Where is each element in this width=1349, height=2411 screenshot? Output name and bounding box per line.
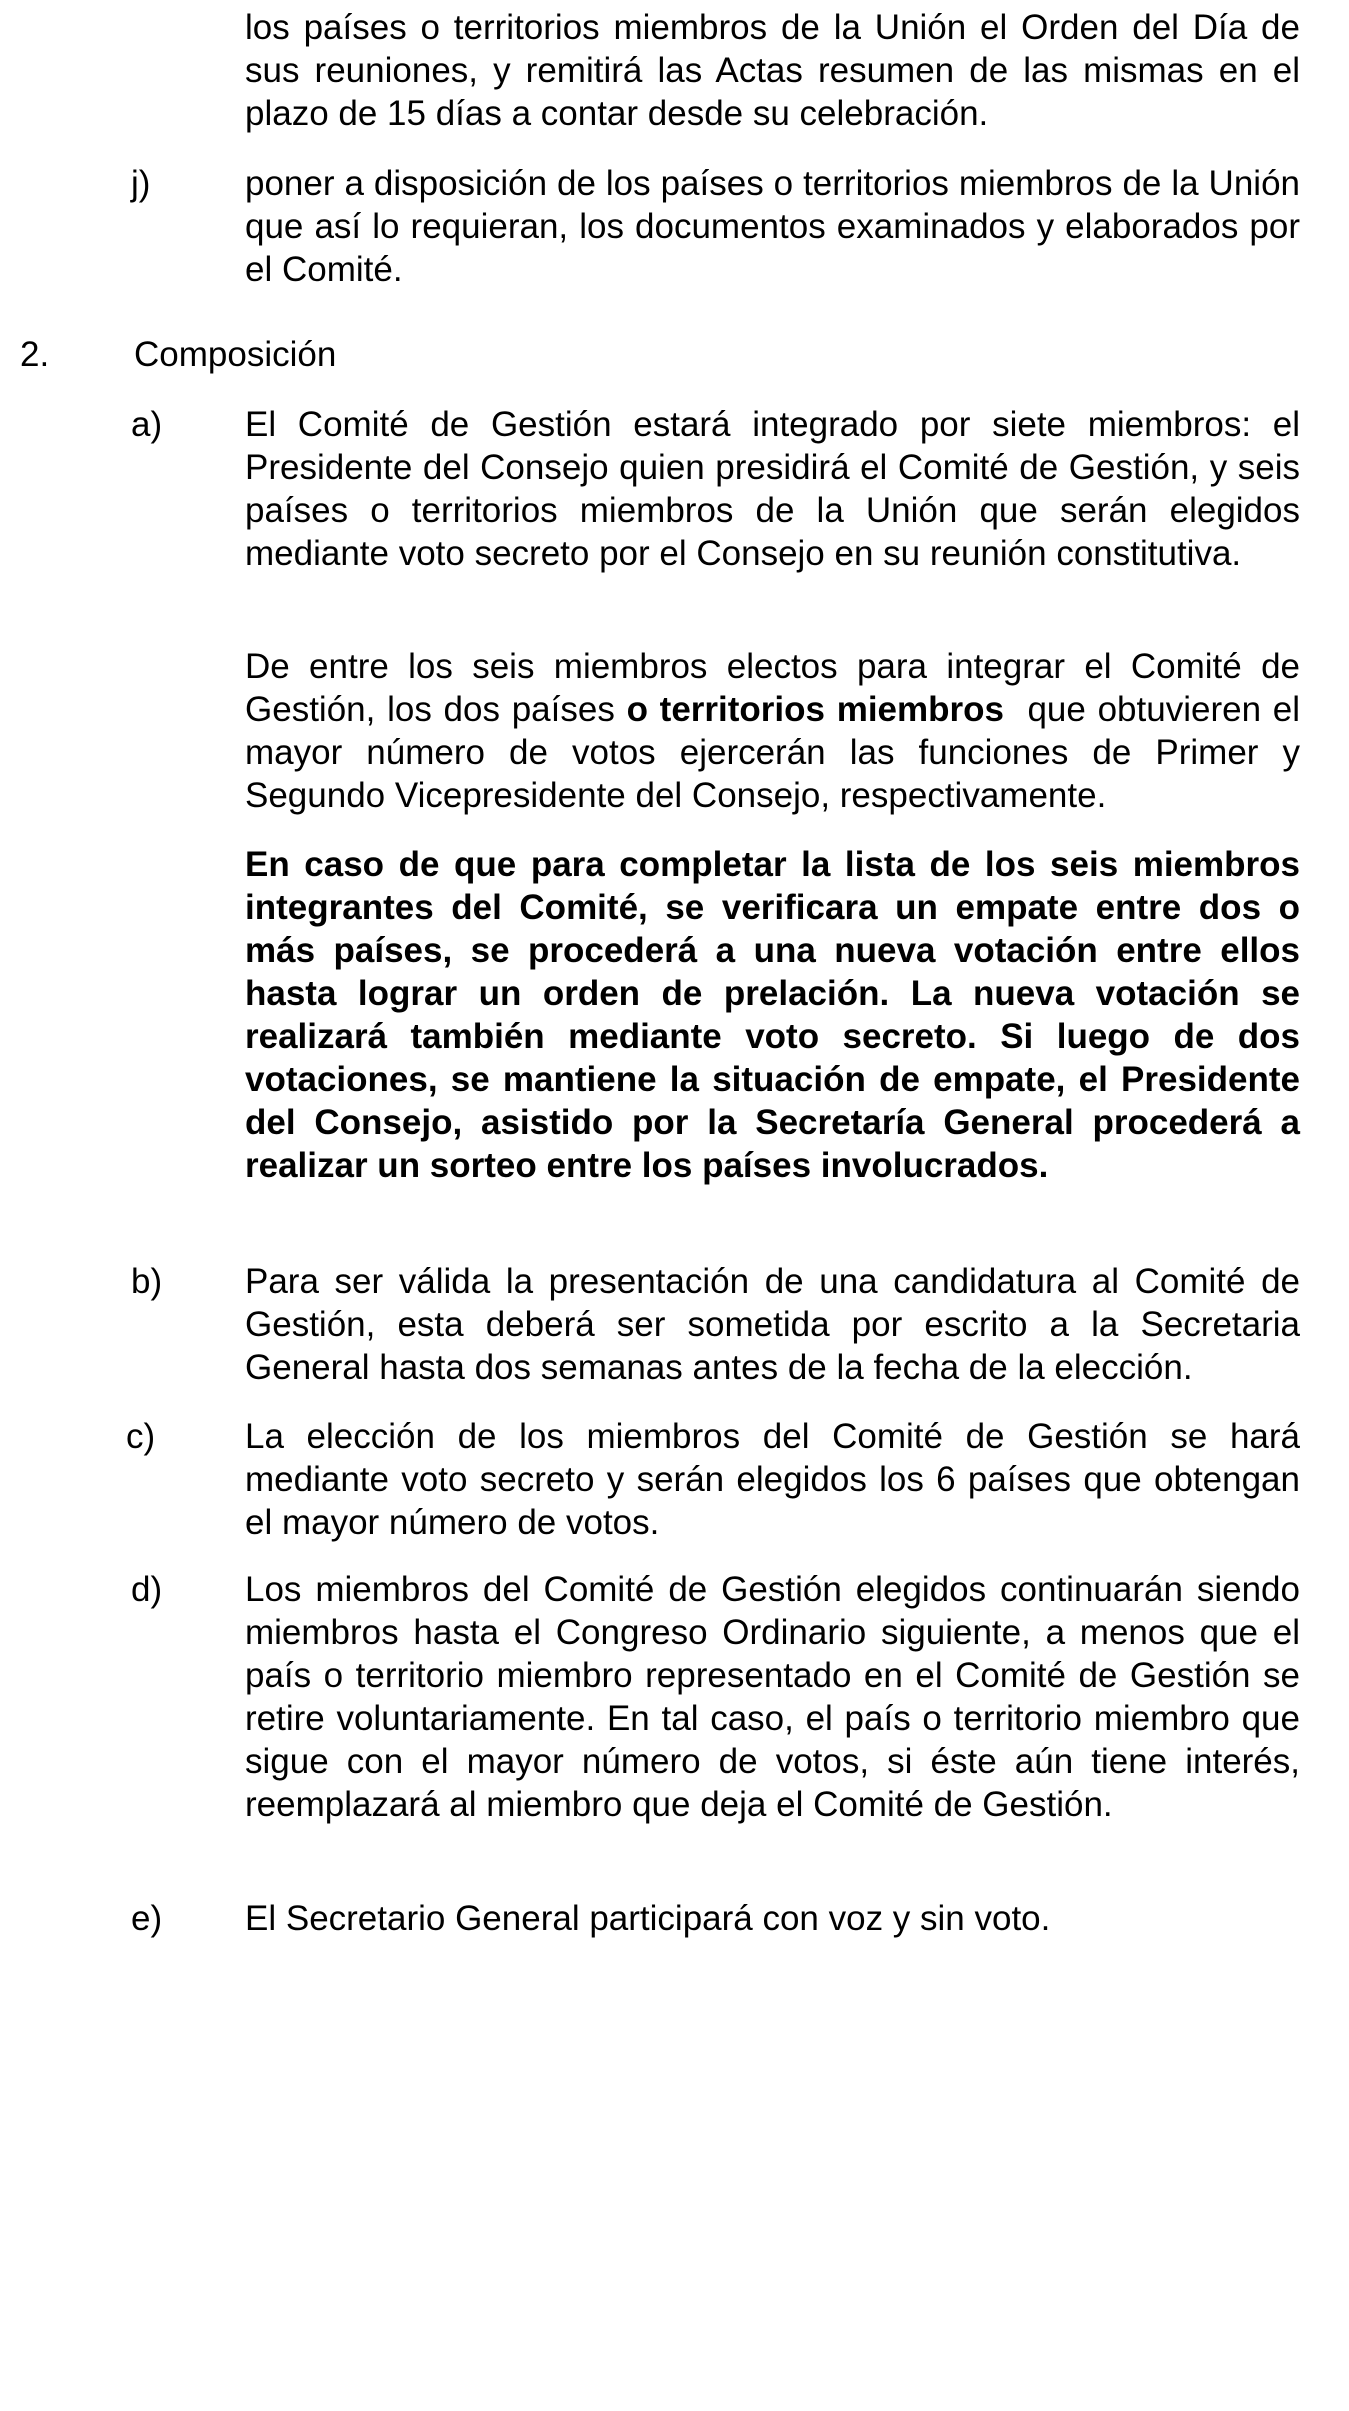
section-title: Composición	[134, 335, 337, 374]
item-c-text: La elección de los miembros del Comité de Gestión se hará mediante voto secreto y serán elegidos los 6 países que obtengan el mayor número de votos.	[245, 1417, 1300, 1542]
item-b-text: Para ser válida la presentación de una candidatura al Comité de Gestión, esta deberá ser sometida por escrito a la Secretaria General hasta dos semanas antes de la fecha de la elección.	[245, 1262, 1300, 1387]
item-a-paragraph-2	[245, 645, 1310, 817]
item-d-text: Los miembros del Comité de Gestión elegidos continuarán siendo miembros hasta el Congreso Ordinario siguiente, a menos que el país o territorio miembro representado en el Comité de Gestión se retire voluntariamente. En tal caso, el país o territorio miembro que sigue con el mayor número de votos, si éste aún tiene interés, reemplazará al miembro que deja el Comité de Gestión.	[245, 1570, 1300, 1824]
item-e-text: El Secretario General participará con voz y sin voto.	[245, 1899, 1051, 1938]
item-a-text: El Comité de Gestión estará integrado por siete miembros: el Presidente del Consejo quien presidirá el Comité de Gestión, y seis países o territorios miembros de la Unión que serán elegidos mediante voto secreto por el Consejo en su reunión constitutiva.	[245, 405, 1300, 573]
item-a-paragraph-3: En caso de que para completar la lista de los seis miembros integrantes del Comité, se verificara un empate entre dos o más países, se procederá a una nueva votación entre ellos hasta lograr un orden de prelación. La nueva votación se realizará también mediante voto secreto. Si luego de dos votaciones, se mantiene la situación de empate, el Presidente del Consejo, asistido por la Secretaría General procederá a realizar un sorteo entre los países involucrados.	[245, 845, 1300, 1185]
item-a-paragraph-2-bold: o territorios miembros	[626, 690, 1004, 729]
item-d-label: d)	[131, 1570, 163, 1609]
item-c-label: c)	[126, 1417, 156, 1456]
item-a-label: a)	[131, 405, 163, 444]
section-number: 2.	[20, 335, 50, 374]
item-j-text: poner a disposición de los países o territorios miembros de la Unión que así lo requieran, los documentos examinados y elaborados por el Comité.	[245, 164, 1300, 289]
item-e-label: e)	[131, 1899, 163, 1938]
item-b-label: b)	[131, 1262, 163, 1301]
item-j-label: j)	[131, 164, 151, 203]
item-i-continuation: los países o territorios miembros de la Unión el Orden del Día de sus reuniones, y remitirá las Actas resumen de las mismas en el plazo de 15 días a contar desde su celebración.	[245, 8, 1300, 133]
item-a-paragraph-2-end: que obtuvieren el mayor número de votos ejercerán las funciones de Primer y Segundo Vicepresidente del Consejo, respectivamente.	[245, 690, 1310, 815]
item-a-paragraph-2-start: De entre los seis miembros electos para integrar el Comité de Gestión, los dos países	[245, 647, 1300, 729]
